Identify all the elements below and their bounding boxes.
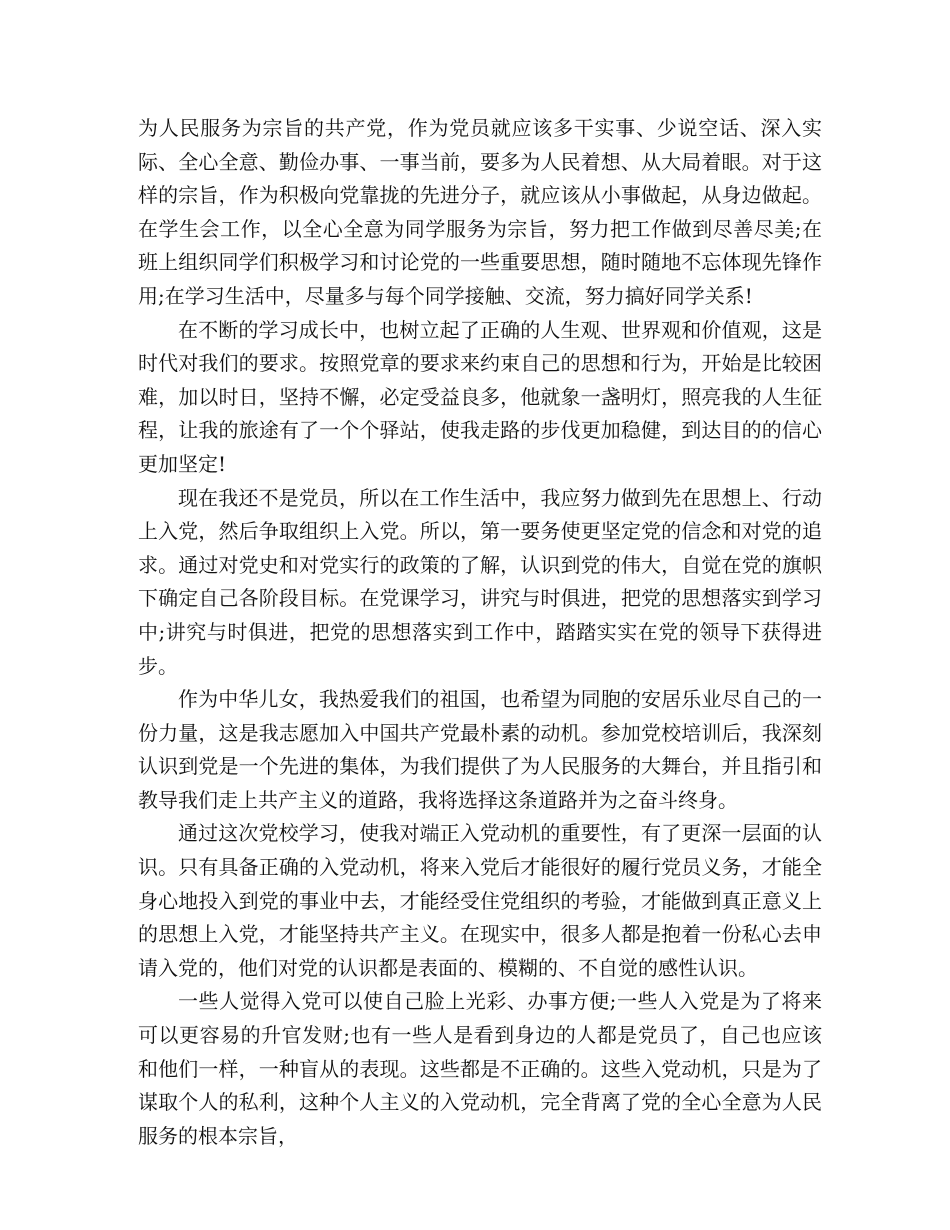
document-page [138, 112, 822, 1153]
paragraph-1: 为人民服务为宗旨的共产党，作为党员就应该多干实事、少说空话、深入实际、全心全意、勤俭办事、一事当前，要多为人民着想、从大局着眼。对于这样的宗旨，作为积极向党靠拢的先进分子，就应该从小事做起，从身边做起。在学生会工作，以全心全意为同学服务为宗旨，努力把工作做到尽善尽美;在班上组织同学们积极学习和讨论党的一些重要思想，随时随地不忘体现先锋作用;在学习生活中，尽量多与每个同学接触、交流，努力搞好同学关系! [138, 116, 822, 308]
paragraph-2: 在不断的学习成长中，也树立起了正确的人生观、世界观和价值观，这是时代对我们的要求。按照党章的要求来约束自己的思想和行为，开始是比较困难，加以时日，坚持不懈，必定受益良多，他就象一盏明灯，照亮我的人生征程，让我的旅途有了一个个驿站，使我走路的步伐更加稳健，到达目的的信心更加坚定! [138, 317, 822, 476]
paragraph-4: 作为中华儿女，我热爱我们的祖国，也希望为同胞的安居乐业尽自己的一份力量，这是我志愿加入中国共产党最朴素的动机。参加党校培训后，我深刻认识到党是一个先进的集体，为我们提供了为人民服务的大舞台，并且指引和教导我们走上共产主义的道路，我将选择这条道路并为之奋斗终身。 [138, 687, 822, 812]
paragraph-6: 一些人觉得入党可以使自己脸上光彩、办事方便;一些人入党是为了将来可以更容易的升官发财;也有一些人是看到身边的人都是党员了，自己也应该和他们一样，一种盲从的表现。这些都是不正确的。这些入党动机，只是为了谋取个人的私利，这种个人主义的入党动机，完全背离了党的全心全意为人民服务的根本宗旨， [138, 989, 822, 1148]
paragraph-5: 通过这次党校学习，使我对端正入党动机的重要性，有了更深一层面的认识。只有具备正确的入党动机，将来入党后才能很好的履行党员义务，才能全身心地投入到党的事业中去，才能经受住党组织的考验，才能做到真正意义上的思想上入党，才能坚持共产主义。在现实中，很多人都是抱着一份私心去申请入党的，他们对党的认识都是表面的、模糊的、不自觉的感性认识。 [138, 821, 822, 980]
paragraph-3: 现在我还不是党员，所以在工作生活中，我应努力做到先在思想上、行动上入党，然后争取组织上入党。所以，第一要务使更坚定党的信念和对党的追求。通过对党史和对党实行的政策的了解，认识到党的伟大，自觉在党的旗帜下确定自己各阶段目标。在党课学习，讲究与时俱进，把党的思想落实到学习中;讲究与时俱进，把党的思想落实到工作中，踏踏实实在党的领导下获得进步。 [138, 485, 822, 678]
